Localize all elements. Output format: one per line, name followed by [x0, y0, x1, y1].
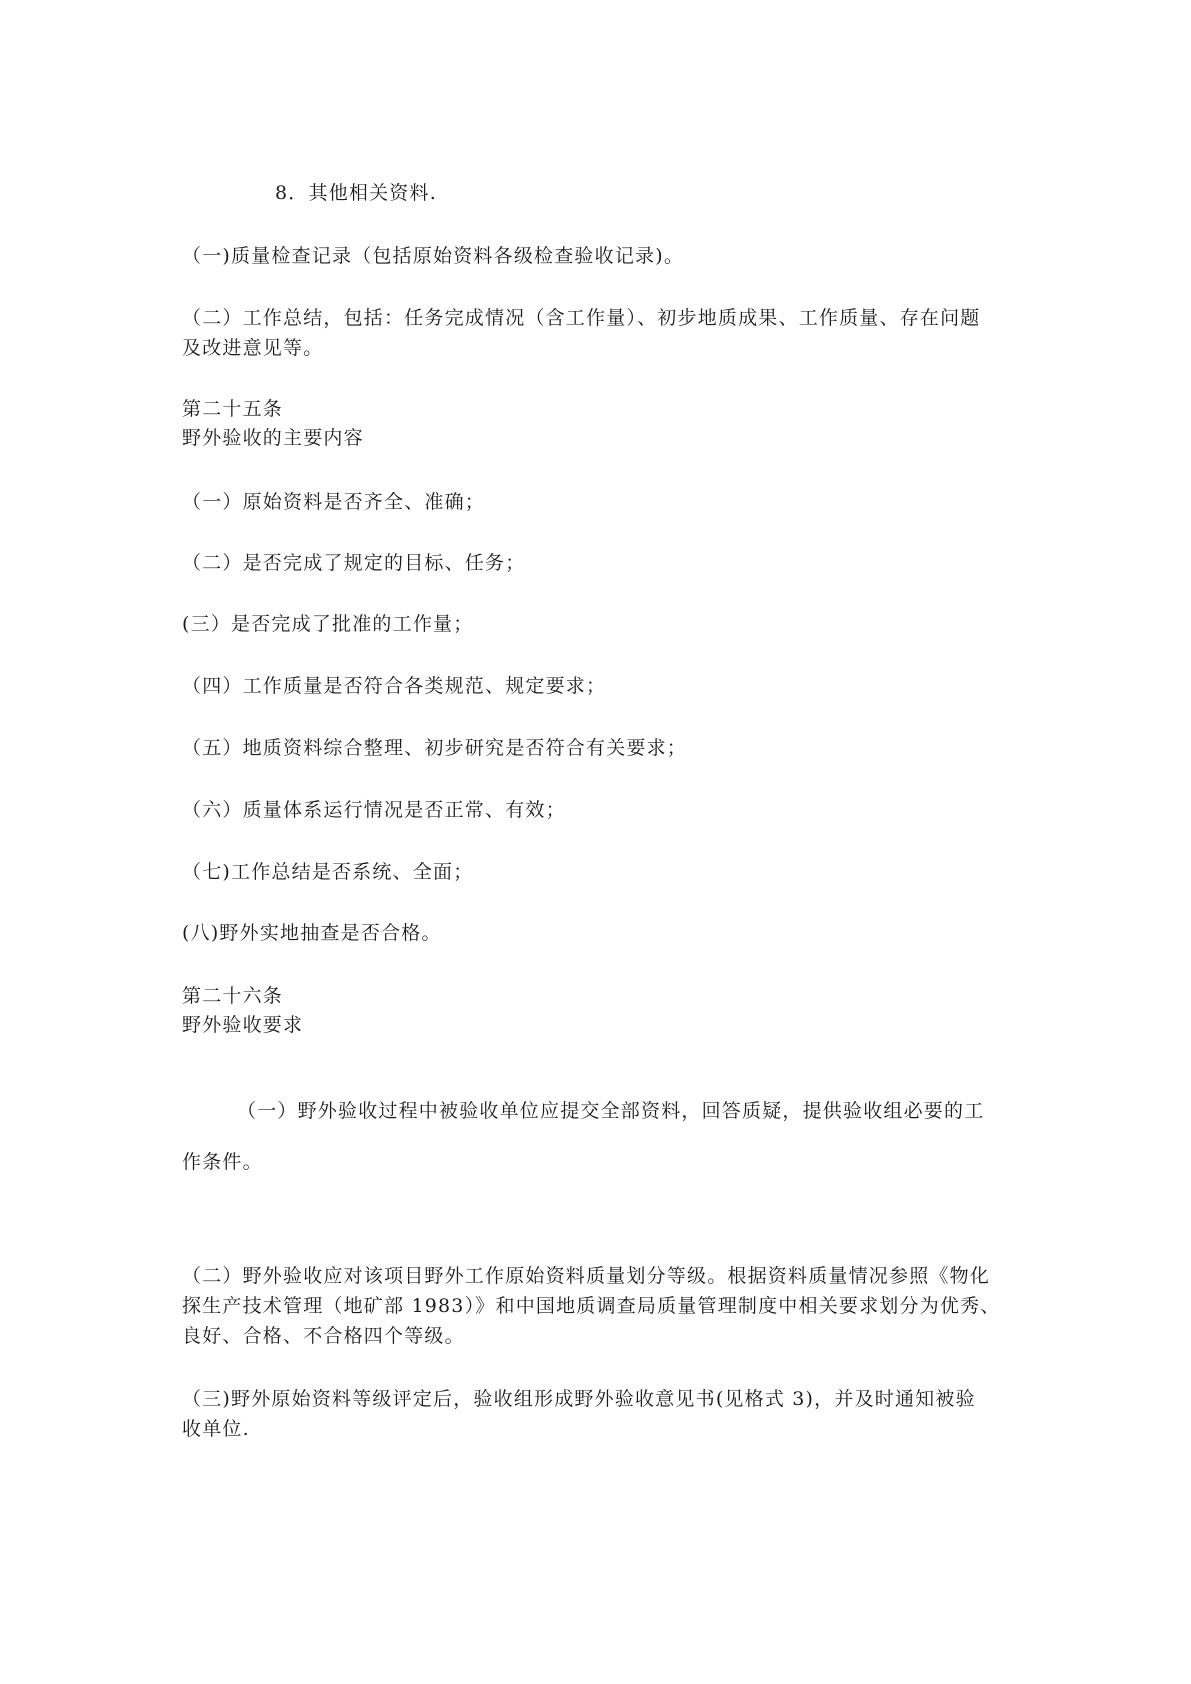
work-summary-line-1: （二）工作总结，包括：任务完成情况（含工作量）、初步地质成果、工作质量、存在问题 — [182, 307, 981, 329]
article-25-item-1: （一）原始资料是否齐全、准确； — [182, 491, 486, 513]
article-25-item-5: （五）地质资料综合整理、初步研究是否符合有关要求； — [182, 737, 688, 759]
article-25-item-3: (三）是否完成了批准的工作量； — [182, 613, 474, 635]
article-26-req-3-line-1: （三)野外原始资料等级评定后，验收组形成野外验收意见书(见格式 3)，并及时通知被验 — [182, 1388, 976, 1410]
article-26-req-2-line-3: 良好、合格、不合格四个等级。 — [182, 1325, 465, 1347]
article-26-req-2-line-2: 探生产技术管理（地矿部 1983）》和中国地质调查局质量管理制度中相关要求划分为优秀、 — [182, 1295, 1001, 1317]
article-25-number: 第二十五条 — [182, 398, 284, 420]
item-8: 8．其他相关资料. — [275, 182, 437, 204]
article-26-title: 野外验收要求 — [182, 1014, 304, 1036]
article-25-item-7: （七)工作总结是否系统、全面； — [182, 861, 474, 883]
article-26-req-2-line-1: （二）野外验收应对该项目野外工作原始资料质量划分等级。根据资料质量情况参照《物化 — [182, 1265, 991, 1287]
article-26-req-3-line-2: 收单位. — [182, 1418, 250, 1440]
article-26-req-1-line-1: （一）野外验收过程中被验收单位应提交全部资料，回答质疑，提供验收组必要的工 — [237, 1100, 985, 1122]
quality-record-item: （一)质量检查记录（包括原始资料各级检查验收记录)。 — [182, 245, 685, 267]
article-25-item-4: （四）工作质量是否符合各类规范、规定要求； — [182, 675, 607, 697]
article-26-number: 第二十六条 — [182, 985, 284, 1007]
article-25-item-6: （六）质量体系运行情况是否正常、有效； — [182, 799, 566, 821]
article-25-item-8: (八)野外实地抽查是否合格。 — [182, 922, 442, 944]
work-summary-line-2: 及改进意见等。 — [182, 337, 324, 359]
article-25-title: 野外验收的主要内容 — [182, 427, 364, 449]
article-26-req-1-line-2: 作条件。 — [182, 1151, 263, 1173]
article-25-item-2: （二）是否完成了规定的目标、任务； — [182, 552, 526, 574]
